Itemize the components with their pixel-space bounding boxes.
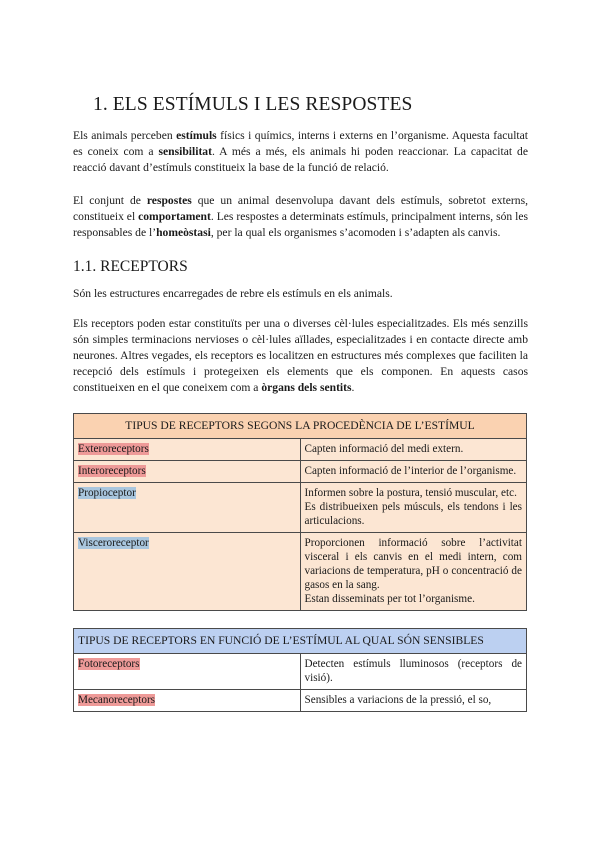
receptor-name: Visceroreceptor [78,537,149,549]
table-cell-desc: Capten informació del medi extern. [300,439,527,461]
table-cell-name [74,461,301,483]
term-comportament: comportament [138,210,211,223]
table-row [74,654,527,690]
table-cell-desc [300,533,527,611]
table-row [74,439,527,461]
table-header-row [74,629,527,654]
table-cell-name [74,439,301,461]
text-run: que un animal desenvolupa davant dels estímuls, sobretot externs, constitueix el [73,194,528,223]
term-homeostasi: homeòstasi [156,226,211,239]
text-run: . A més a més, els animals hi poden reaccionar. La capacitat de reacció davant d’estímuls constitueix la base de la funció de relació. [73,145,529,174]
desc-line: Es distribueixen pels músculs, els tendons i les articulacions. [304,501,522,527]
receptor-name: Interoreceptors [78,465,146,477]
table-receptors-estimul [73,628,527,712]
table-cell-desc: Capten informació de l’interior de l’organisme. [300,461,527,483]
desc-line: Estan disseminats per tot l’organisme. [304,593,475,605]
receptor-name: Propioceptor [78,487,136,499]
table-cell-name [74,654,301,690]
intro-paragraph-2 [73,193,528,241]
table-row [74,533,527,611]
table-cell-name [74,533,301,611]
term-respostes: respostes [146,194,192,207]
text-run: , per la qual els organismes s’acomoden i s’adapten als canvis. [210,226,501,239]
text-run: . Les respostes a determinats estímuls, principalment interns, són les responsables de l’ [73,210,528,239]
table-receptors-procedencia [73,413,527,611]
table-row [74,690,527,712]
term-estimuls: estímuls [176,129,217,142]
text-run: El conjunt de [73,194,147,207]
section-paragraph-1: Són les estructures encarregades de rebre els estímuls en els animals. [73,287,393,300]
table-header: TIPUS DE RECEPTORS EN FUNCIÓ DE L’ESTÍMUL AL QUAL SÓN SENSIBLES [74,629,527,654]
section-title: 1.1. RECEPTORS [73,258,188,275]
text-run: . [351,381,355,394]
table-cell-name [74,690,301,712]
term-sensibilitat: sensibilitat [158,145,212,158]
document-content [73,94,528,712]
text-run: Els animals perceben [73,129,177,142]
term-organs-dels-sentits: òrgans dels sentits [261,381,352,394]
table-cell-desc: Sensibles a variacions de la pressió, el so, [300,690,527,712]
receptor-name: Fotoreceptors [78,658,140,670]
table-row [74,461,527,483]
desc-line: Proporcionen informació sobre l’activitat visceral i els canvis en el medi intern, com variacions de temperatura, pH o concentració de gasos en la sang. [304,537,522,591]
table-row [74,483,527,533]
text-run: físics i químics, interns i externs en l’organisme. Aquesta facultat es coneix com a [73,129,528,158]
table-cell-desc [300,483,527,533]
table-header-row [74,414,527,439]
spacer [73,611,528,628]
receptor-name: Exteroreceptors [78,443,149,455]
receptor-name: Mecanoreceptors [78,694,156,706]
text-run: Els receptors poden estar constituïts per una o diverses cèl·lules especialitzades. Els més senzills són simples terminacions nervioses o cèl·lules aïllades, especialitzades i en contacte directe amb neurones. Altres vegades, els receptors es localitzen en estructures més complexes que faciliten la recepció dels estímuls i protegeixen els elements que els componen. En aquests casos constitueixen en el que coneixem com a [73,317,528,394]
desc-line: Informen sobre la postura, tensió muscular, etc. [304,487,517,499]
table-cell-name [74,483,301,533]
page-title: 1. ELS ESTÍMULS I LES RESPOSTES [93,94,413,115]
intro-paragraph-1 [73,128,528,176]
section-paragraph-2 [73,316,528,396]
table-cell-desc: Detecten estímuls lluminosos (receptors de visió). [300,654,527,690]
table-header: TIPUS DE RECEPTORS SEGONS LA PROCEDÈNCIA DE L’ESTÍMUL [74,414,527,439]
